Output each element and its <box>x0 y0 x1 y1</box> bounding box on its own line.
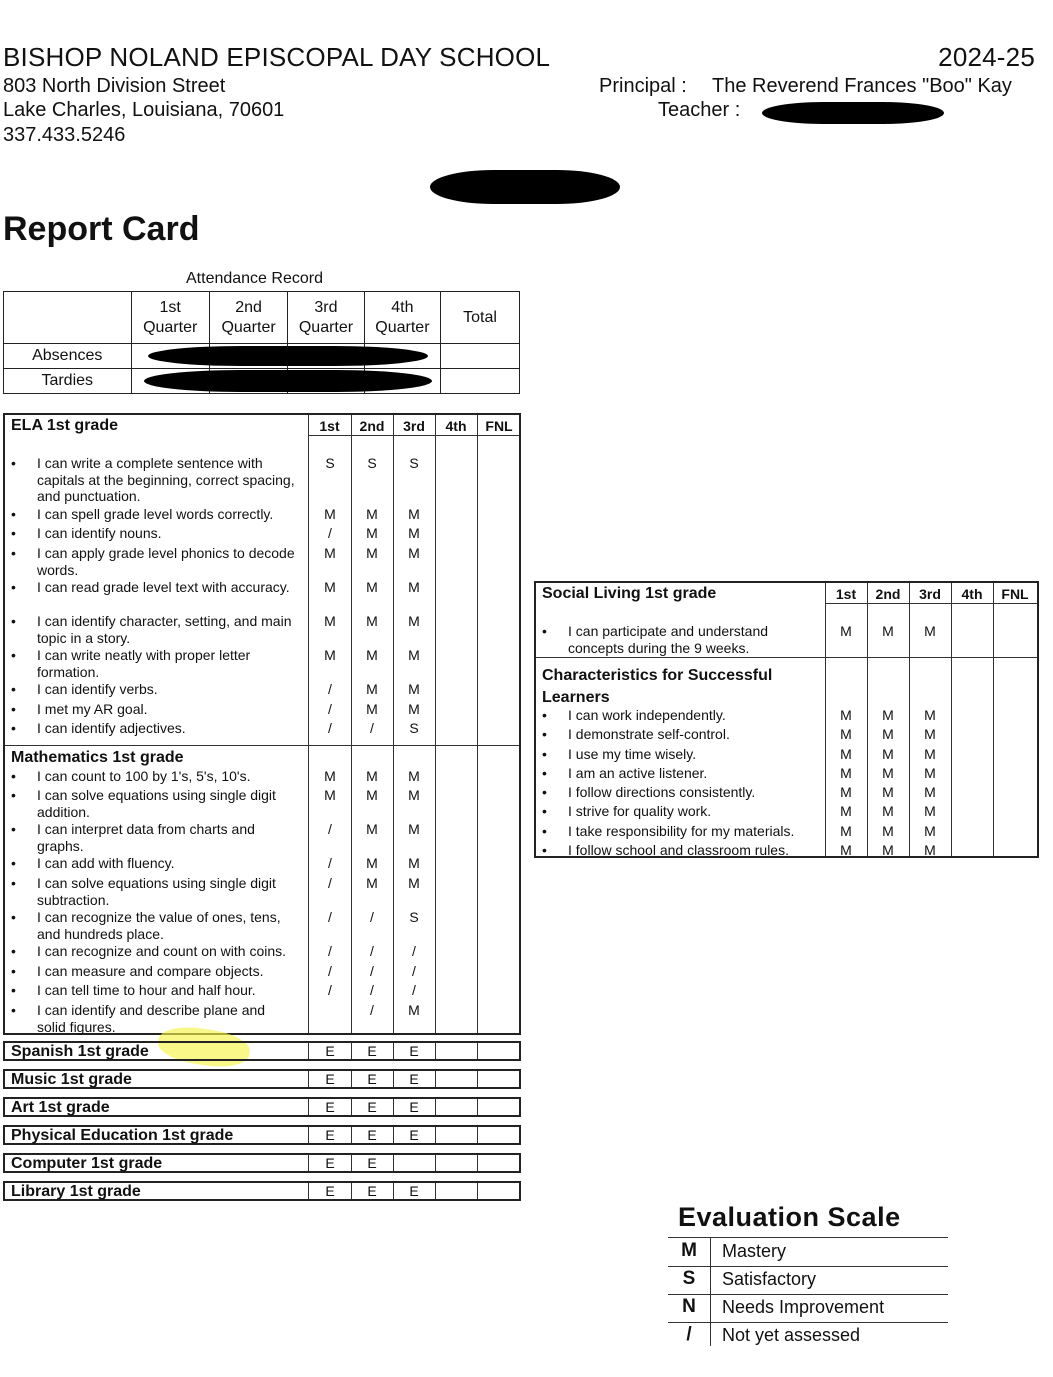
col-1st: 1st <box>319 418 340 434</box>
bullet-icon: • <box>542 707 547 723</box>
special-grade-q3: E <box>409 1071 419 1087</box>
bullet-icon: • <box>11 821 16 837</box>
characteristics-grade-q3: M <box>924 803 936 819</box>
ela-grade-q1: M <box>324 647 336 663</box>
characteristics-grade-q3: M <box>924 765 936 781</box>
social-characteristics-table <box>534 581 1039 858</box>
scale-meaning: Not yet assessed <box>722 1325 861 1345</box>
math-grade-q1: / <box>328 963 332 979</box>
bullet-icon: • <box>11 455 16 471</box>
math-grade-q1: / <box>328 943 332 959</box>
special-subject-row <box>3 1181 521 1201</box>
special-subject-row <box>3 1097 521 1117</box>
special-subject-row <box>3 1041 521 1061</box>
special-subject-title: Music 1st grade <box>11 1071 132 1088</box>
ela-grade-q3: M <box>408 579 420 595</box>
attendance-col-q3: 3rd Quarter <box>288 292 364 344</box>
bullet-icon: • <box>542 623 547 639</box>
math-grade-q1: / <box>328 982 332 998</box>
characteristics-item-text: I follow directions consistently. <box>568 784 756 800</box>
ela-grade-q3: M <box>408 681 420 697</box>
social-col-4th: 4th <box>961 586 983 602</box>
math-grade-q3: M <box>408 768 420 784</box>
attendance-corner <box>4 292 132 344</box>
math-grade-q2: / <box>370 943 374 959</box>
ela-grade-q1: M <box>324 613 336 629</box>
bullet-icon: • <box>11 1002 16 1018</box>
bullet-icon: • <box>11 982 16 998</box>
ela-grade-q2: M <box>366 579 378 595</box>
ela-grade-q3: M <box>408 525 420 541</box>
special-grade-q3: E <box>409 1183 419 1199</box>
scale-code: S <box>682 1268 696 1289</box>
address-line-2: Lake Charles, Louisiana, 70601 <box>3 99 285 121</box>
math-grade-q3: / <box>412 982 416 998</box>
math-grade-q1: M <box>324 787 336 803</box>
bullet-icon: • <box>11 787 16 803</box>
math-grade-q3: M <box>408 855 420 871</box>
address-line-1: 803 North Division Street <box>3 75 226 97</box>
bullet-icon: • <box>11 768 16 784</box>
characteristics-item-text: I use my time wisely. <box>568 746 697 762</box>
col-4th: 4th <box>445 418 467 434</box>
special-subject-row <box>3 1125 521 1145</box>
ela-item-text: I can write a complete sentence with capitals at the beginning, correct spacing, and punctuation. <box>37 455 295 504</box>
ela-grade-q3: M <box>408 506 420 522</box>
bullet-icon: • <box>11 613 16 629</box>
school-year: 2024-25 <box>938 42 1035 72</box>
characteristics-grade-q3: M <box>924 784 936 800</box>
page-title: Report Card <box>3 210 200 248</box>
social-col-3rd: 3rd <box>919 586 941 602</box>
ela-grade-q3: M <box>408 613 420 629</box>
characteristics-title: Characteristics for Successful Learners <box>542 667 773 706</box>
characteristics-grade-q2: M <box>882 746 894 762</box>
phone-number: 337.433.5246 <box>3 124 126 146</box>
characteristics-grade-q1: M <box>840 726 852 742</box>
math-grade-q2: M <box>366 855 378 871</box>
math-grade-q3: M <box>408 1002 420 1018</box>
special-grade-q2: E <box>367 1099 377 1115</box>
special-grade-q2: E <box>367 1043 377 1059</box>
ela-grade-q3: S <box>409 455 419 471</box>
special-grade-q1: E <box>325 1183 335 1199</box>
characteristics-grade-q2: M <box>882 842 894 858</box>
characteristics-grade-q3: M <box>924 726 936 742</box>
ela-item-text: I met my AR goal. <box>37 701 148 717</box>
characteristics-grade-q1: M <box>840 842 852 858</box>
scale-meaning: Mastery <box>722 1241 787 1261</box>
bullet-icon: • <box>11 720 16 736</box>
social-grade-q3: M <box>924 623 936 639</box>
attendance-col-q4: 4th Quarter <box>364 292 440 344</box>
characteristics-grade-q1: M <box>840 707 852 723</box>
special-grade-q1: E <box>325 1099 335 1115</box>
social-col-2nd: 2nd <box>875 586 901 602</box>
math-grade-q1: / <box>328 855 332 871</box>
bullet-icon: • <box>542 765 547 781</box>
math-grade-q2: / <box>370 1002 374 1018</box>
ela-grade-q3: S <box>409 720 419 736</box>
math-item-text: I can interpret data from charts and graphs. <box>37 821 255 854</box>
ela-item-text: I can identify verbs. <box>37 681 158 697</box>
special-subject-title: Library 1st grade <box>11 1183 141 1200</box>
math-grade-q2: M <box>366 875 378 891</box>
ela-grade-q1: / <box>328 701 332 717</box>
scale-meaning: Satisfactory <box>722 1269 817 1289</box>
social-col-fnl: FNL <box>1001 586 1029 602</box>
math-item-text: I can add with fluency. <box>37 855 175 871</box>
special-grade-q2: E <box>367 1155 377 1171</box>
special-grade-q3: E <box>409 1127 419 1143</box>
math-grade-q1: M <box>324 768 336 784</box>
attendance-col-q2: 2nd Quarter <box>209 292 287 344</box>
special-grade-q1: E <box>325 1127 335 1143</box>
social-grade-q1: M <box>840 623 852 639</box>
bullet-icon: • <box>11 681 16 697</box>
math-item-text: I can solve equations using single digit subtraction. <box>37 875 276 908</box>
ela-item-text: I can identify nouns. <box>37 525 162 541</box>
characteristics-grade-q3: M <box>924 746 936 762</box>
bullet-icon: • <box>11 506 16 522</box>
special-subject-title: Physical Education 1st grade <box>11 1127 234 1144</box>
ela-grade-q1: M <box>324 545 336 561</box>
ela-grade-q3: M <box>408 545 420 561</box>
bullet-icon: • <box>11 701 16 717</box>
characteristics-grade-q1: M <box>840 803 852 819</box>
math-grade-q3: M <box>408 875 420 891</box>
attendance-caption: Attendance Record <box>186 270 323 287</box>
characteristics-grade-q2: M <box>882 765 894 781</box>
math-title: Mathematics 1st grade <box>11 749 184 766</box>
bullet-icon: • <box>11 579 16 595</box>
ela-item-text: I can apply grade level phonics to decode words. <box>37 545 295 578</box>
ela-grade-q1: M <box>324 506 336 522</box>
bullet-icon: • <box>11 963 16 979</box>
math-item-text: I can recognize and count on with coins. <box>37 943 287 959</box>
ela-grade-q3: M <box>408 701 420 717</box>
special-grade-q1: E <box>325 1043 335 1059</box>
ela-grade-q2: M <box>366 506 378 522</box>
characteristics-item-text: I strive for quality work. <box>568 803 712 819</box>
ela-grade-q1: S <box>325 455 335 471</box>
special-subject-title: Art 1st grade <box>11 1099 110 1116</box>
characteristics-grade-q3: M <box>924 823 936 839</box>
ela-grade-q1: / <box>328 720 332 736</box>
special-grade-q1: E <box>325 1155 335 1171</box>
math-grade-q3: M <box>408 787 420 803</box>
math-item-text: I can measure and compare objects. <box>37 963 264 979</box>
ela-item-text: I can spell grade level words correctly. <box>37 506 274 522</box>
ela-item-text: I can identify character, setting, and main topic in a story. <box>37 613 292 646</box>
social-col-1st: 1st <box>835 586 857 602</box>
ela-grade-q1: / <box>328 681 332 697</box>
characteristics-grade-q1: M <box>840 765 852 781</box>
math-grade-q2: M <box>366 787 378 803</box>
scale-code: / <box>686 1324 692 1345</box>
bullet-icon: • <box>542 823 547 839</box>
math-item-text: I can identify and describe plane and solid figures. <box>37 1002 266 1035</box>
ela-grade-q2: M <box>366 613 378 629</box>
math-grade-q2: / <box>370 982 374 998</box>
ela-grade-q2: M <box>366 545 378 561</box>
bullet-icon: • <box>11 647 16 663</box>
characteristics-item-text: I am an active listener. <box>568 765 708 781</box>
attendance-row-tardies: Tardies <box>4 369 132 394</box>
redaction-student-name <box>430 170 620 204</box>
characteristics-grade-q1: M <box>840 823 852 839</box>
ela-item-text: I can identify adjectives. <box>37 720 186 736</box>
math-grade-q3: / <box>412 963 416 979</box>
bullet-icon: • <box>542 726 547 742</box>
attendance-col-q1: 1st Quarter <box>131 292 209 344</box>
math-item-text: I can solve equations using single digit addition. <box>37 787 276 820</box>
social-item-text: I can participate and understand concepts during the 9 weeks. <box>568 623 769 656</box>
special-grade-q3: E <box>409 1099 419 1115</box>
col-3rd: 3rd <box>403 418 425 434</box>
special-subject-title: Spanish 1st grade <box>11 1043 149 1060</box>
ela-grade-q3: M <box>408 647 420 663</box>
special-grade-q2: E <box>367 1071 377 1087</box>
scale-code: N <box>682 1296 696 1317</box>
ela-grade-q2: M <box>366 647 378 663</box>
math-grade-q2: M <box>366 768 378 784</box>
evaluation-scale-title: Evaluation Scale <box>678 1202 901 1232</box>
ela-grade-q1: / <box>328 525 332 541</box>
bullet-icon: • <box>11 943 16 959</box>
characteristics-grade-q2: M <box>882 823 894 839</box>
math-item-text: I can count to 100 by 1's, 5's, 10's. <box>37 768 251 784</box>
bullet-icon: • <box>11 525 16 541</box>
bullet-icon: • <box>11 855 16 871</box>
characteristics-item-text: I take responsibility for my materials. <box>568 823 795 839</box>
ela-item-text: I can write neatly with proper letter formation. <box>37 647 251 680</box>
characteristics-grade-q1: M <box>840 784 852 800</box>
characteristics-grade-q2: M <box>882 784 894 800</box>
math-grade-q3: / <box>412 943 416 959</box>
characteristics-grade-q1: M <box>840 746 852 762</box>
special-grade-q3: E <box>409 1043 419 1059</box>
characteristics-grade-q3: M <box>924 842 936 858</box>
principal-name: The Reverend Frances "Boo" Kay <box>712 75 1012 97</box>
special-grade-q2: E <box>367 1127 377 1143</box>
bullet-icon: • <box>542 784 547 800</box>
characteristics-item-text: I follow school and classroom rules. <box>568 842 789 858</box>
bullet-icon: • <box>11 875 16 891</box>
teacher-label: Teacher : <box>658 99 741 121</box>
social-grade-q2: M <box>882 623 894 639</box>
special-subject-row <box>3 1153 521 1173</box>
bullet-icon: • <box>11 545 16 561</box>
math-grade-q2: / <box>370 963 374 979</box>
redaction-absences <box>148 346 428 366</box>
ela-grade-q2: M <box>366 681 378 697</box>
ela-item-text: I can read grade level text with accuracy. <box>37 579 290 595</box>
col-2nd: 2nd <box>359 418 385 434</box>
special-subject-row <box>3 1069 521 1089</box>
math-grade-q1: / <box>328 821 332 837</box>
characteristics-grade-q2: M <box>882 726 894 742</box>
math-item-text: I can tell time to hour and half hour. <box>37 982 256 998</box>
ela-grade-q1: M <box>324 579 336 595</box>
bullet-icon: • <box>11 909 16 925</box>
academic-grades-table <box>3 413 521 1035</box>
math-grade-q3: S <box>409 909 419 925</box>
characteristics-grade-q3: M <box>924 707 936 723</box>
special-grade-q1: E <box>325 1071 335 1087</box>
math-grade-q3: M <box>408 821 420 837</box>
ela-grade-q2: S <box>367 455 377 471</box>
scale-meaning: Needs Improvement <box>722 1297 885 1317</box>
col-fnl: FNL <box>485 418 513 434</box>
bullet-icon: • <box>542 842 547 858</box>
bullet-icon: • <box>542 746 547 762</box>
math-item-text: I can recognize the value of ones, tens, and hundreds place. <box>37 909 281 942</box>
redaction-tardies <box>144 370 432 392</box>
math-grade-q1: / <box>328 909 332 925</box>
redaction-teacher <box>762 102 944 124</box>
characteristics-item-text: I can work independently. <box>568 707 726 723</box>
school-name: BISHOP NOLAND EPISCOPAL DAY SCHOOL <box>3 42 551 72</box>
special-grade-q2: E <box>367 1183 377 1199</box>
social-title: Social Living 1st grade <box>542 585 717 602</box>
attendance-col-total: Total <box>441 292 520 344</box>
math-grade-q2: M <box>366 821 378 837</box>
bullet-icon: • <box>542 803 547 819</box>
ela-grade-q2: / <box>370 720 374 736</box>
math-grade-q1: / <box>328 875 332 891</box>
characteristics-grade-q2: M <box>882 707 894 723</box>
scale-code: M <box>681 1240 697 1261</box>
characteristics-grade-q2: M <box>882 803 894 819</box>
principal-label: Principal : <box>599 75 687 97</box>
ela-title: ELA 1st grade <box>11 417 118 434</box>
ela-grade-q2: M <box>366 701 378 717</box>
attendance-row-absences: Absences <box>4 344 132 369</box>
characteristics-item-text: I demonstrate self-control. <box>568 726 730 742</box>
ela-grade-q2: M <box>366 525 378 541</box>
math-grade-q2: / <box>370 909 374 925</box>
special-subject-title: Computer 1st grade <box>11 1155 163 1172</box>
